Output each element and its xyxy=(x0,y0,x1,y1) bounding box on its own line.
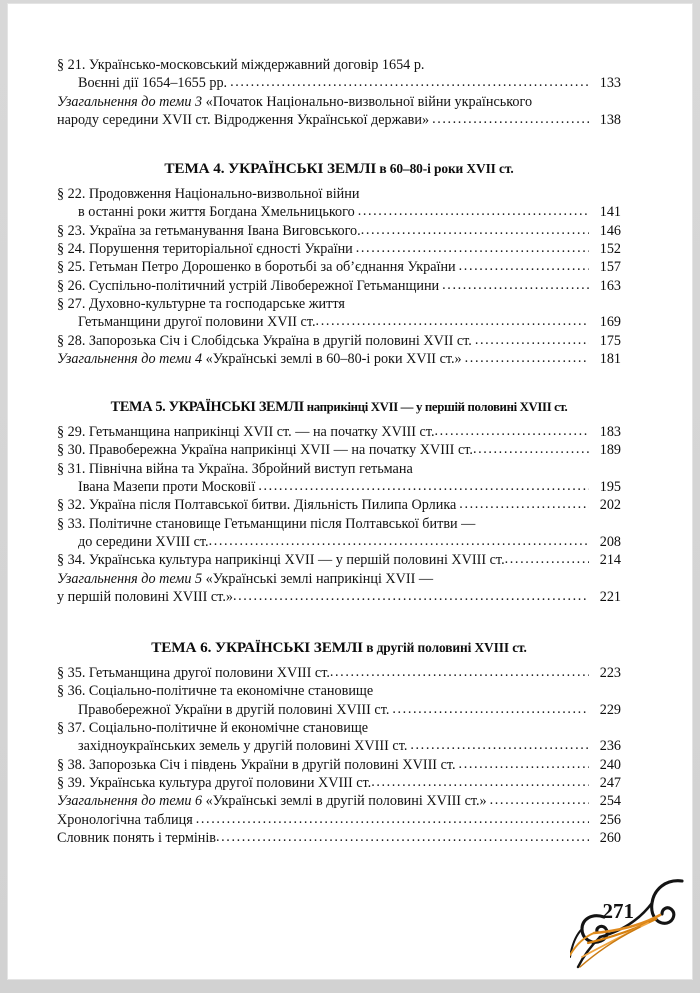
toc-entry-line xyxy=(57,332,621,350)
toc-entry-page-number: 181 xyxy=(599,350,621,367)
theme-heading-tail: в 60–80-і роки XVII ст. xyxy=(376,161,514,177)
toc-entry-label: Хронологічна таблиця xyxy=(57,811,193,828)
leader-dots xyxy=(435,422,589,440)
toc-entry-line xyxy=(57,258,621,276)
leader-dots xyxy=(361,221,589,239)
leader-dots xyxy=(473,440,589,458)
leader-dots xyxy=(209,532,589,550)
toc-entry-line xyxy=(57,295,621,313)
leader-dots xyxy=(442,276,589,294)
toc-entry-page-number: 208 xyxy=(599,533,621,550)
toc-entry-label: західноукраїнських земель у другій половині XVIII ст. xyxy=(78,738,408,755)
toc-entry-label: § 31. Північна війна та Україна. Збройний виступ гетьмана xyxy=(57,460,413,477)
theme-heading xyxy=(57,399,621,416)
toc-entry-label: до середини XVIII ст. xyxy=(78,533,209,550)
toc-entry-line xyxy=(57,93,621,111)
toc-entry-line xyxy=(57,551,621,569)
toc-entry-label: § 37. Соціально-політичне й економічне становище xyxy=(57,720,369,737)
leader-dots xyxy=(216,828,589,846)
toc-entry-italic-prefix: Узагальнення до теми 5 xyxy=(57,570,206,587)
toc-entry[interactable] xyxy=(57,682,621,719)
leader-dots xyxy=(230,73,589,91)
toc-entry-line xyxy=(57,774,621,792)
toc-entry-page-number: 202 xyxy=(599,497,621,514)
toc-entry-page-number: 236 xyxy=(599,738,621,755)
toc-entry-label: § 28. Запорозька Січ і Слобідська Україна в другій половині XVII ст. xyxy=(57,332,472,349)
toc-entry[interactable] xyxy=(57,240,621,258)
toc-entry[interactable] xyxy=(57,774,621,792)
toc-entry-line xyxy=(57,478,621,496)
toc-entry-label: § 30. Правобережна Україна наприкінці XVII — на початку XVIII ст. xyxy=(57,442,473,459)
toc-entry-line xyxy=(57,185,621,203)
leader-dots xyxy=(196,810,589,828)
table-of-contents xyxy=(57,56,621,847)
leader-dots xyxy=(258,477,589,495)
toc-entry-page-number: 146 xyxy=(599,222,621,239)
page-number: 271 xyxy=(602,899,634,923)
toc-entry-page-number: 214 xyxy=(599,552,621,569)
leader-dots xyxy=(356,239,589,257)
toc-entry-line xyxy=(57,277,621,295)
toc-entry-italic-prefix: Узагальнення до теми 6 xyxy=(57,793,206,810)
toc-entry-page-number: 189 xyxy=(599,442,621,459)
toc-entry[interactable] xyxy=(57,93,621,130)
toc-entry-line xyxy=(57,682,621,700)
toc-entry[interactable] xyxy=(57,258,621,276)
leader-dots xyxy=(465,349,589,367)
toc-entry-label: § 29. Гетьманщина наприкінці XVII ст. — на початку XVIII ст. xyxy=(57,424,435,441)
toc-entry-line xyxy=(57,74,621,92)
toc-entry-page-number: 183 xyxy=(599,424,621,441)
toc-entry-label: Івана Мазепи проти Московії xyxy=(78,479,256,496)
toc-entry-page-number: 152 xyxy=(599,241,621,258)
toc-entry-line xyxy=(57,737,621,755)
leader-dots xyxy=(459,755,589,773)
toc-entry-label: § 25. Гетьман Петро Дорошенко в боротьбі за об’єднання України xyxy=(57,259,456,276)
toc-entry[interactable] xyxy=(57,551,621,569)
toc-entry-label: § 23. Україна за гетьманування Івана Виговського. xyxy=(57,222,361,239)
toc-entry-page-number: 229 xyxy=(599,701,621,718)
toc-entry-title-text: «Початок Національно-визвольної війни українського xyxy=(205,93,533,110)
toc-entry-page-number: 256 xyxy=(599,811,621,828)
toc-entry-label: § 33. Політичне становище Гетьманщини після Полтавської битви — xyxy=(57,515,476,532)
toc-entry[interactable] xyxy=(57,222,621,240)
toc-entry-label: § 38. Запорозька Січ і південь України в другій половині XVIII ст. xyxy=(57,756,456,773)
toc-entry-label: § 24. Порушення територіальної єдності України xyxy=(57,241,353,258)
toc-entry-label: у першій половині XVIII ст.» xyxy=(57,588,233,605)
toc-entry-page-number: 195 xyxy=(599,479,621,496)
toc-entry-line xyxy=(57,460,621,478)
toc-entry[interactable] xyxy=(57,441,621,459)
toc-entry[interactable] xyxy=(57,185,621,222)
toc-entry[interactable] xyxy=(57,756,621,774)
theme-heading-main: ТЕМА 4. УКРАЇНСЬКІ ЗЕМЛІ xyxy=(164,160,377,178)
section-spacer xyxy=(57,129,621,160)
toc-entry-page-number: 175 xyxy=(599,332,621,349)
toc-entry[interactable] xyxy=(57,515,621,552)
toc-entry-line xyxy=(57,811,621,829)
leader-dots xyxy=(505,550,589,568)
toc-entry-line xyxy=(57,829,621,847)
toc-entry[interactable] xyxy=(57,664,621,682)
toc-entry-label: § 35. Гетьманщина другої половини XVIII ст. xyxy=(57,665,330,682)
toc-entry[interactable] xyxy=(57,719,621,756)
theme-heading xyxy=(57,160,621,178)
toc-entry-label xyxy=(57,570,433,588)
toc-entry-page-number: 169 xyxy=(599,314,621,331)
toc-entry[interactable] xyxy=(57,829,621,847)
toc-entry-line xyxy=(57,203,621,221)
toc-entry-italic-prefix: Узагальнення до теми 3 xyxy=(57,93,206,110)
toc-entry-label: § 36. Соціально-політичне та економічне становище xyxy=(57,683,374,700)
toc-entry[interactable] xyxy=(57,792,621,810)
toc-entry-line xyxy=(57,588,621,606)
toc-entry-line xyxy=(57,222,621,240)
toc-entry-page-number: 240 xyxy=(599,756,621,773)
toc-entry[interactable] xyxy=(57,423,621,441)
toc-entry-line xyxy=(57,664,621,682)
toc-entry-label: § 21. Українсько-московський міждержавний договір 1654 р. xyxy=(57,57,425,73)
toc-entry-line xyxy=(57,441,621,459)
toc-entry-page-number: 163 xyxy=(599,277,621,294)
theme-heading xyxy=(57,639,621,657)
toc-entry-page-number: 141 xyxy=(599,204,621,221)
toc-entry-line xyxy=(57,701,621,719)
leader-dots xyxy=(490,791,589,809)
toc-entry-line xyxy=(57,756,621,774)
toc-entry[interactable] xyxy=(57,496,621,514)
toc-entry-line xyxy=(57,533,621,551)
toc-entry[interactable] xyxy=(57,332,621,350)
toc-entry-line xyxy=(57,496,621,514)
toc-entry-page-number: 221 xyxy=(599,588,621,605)
toc-entry-page-number: 247 xyxy=(599,774,621,791)
toc-entry-line xyxy=(57,240,621,258)
toc-entry-italic-prefix: Узагальнення до теми 4 xyxy=(57,350,206,367)
toc-entry-page-number: 138 xyxy=(599,111,621,128)
toc-entry-line xyxy=(57,719,621,737)
toc-entry-line xyxy=(57,56,621,74)
toc-entry[interactable] xyxy=(57,277,621,295)
theme-heading-main: ТЕМА 6. УКРАЇНСЬКІ ЗЕМЛІ xyxy=(151,639,363,657)
toc-entry-label: § 39. Українська культура другої половини XVIII ст. xyxy=(57,774,372,791)
theme-heading-tail: в другій половині XVIII ст. xyxy=(363,640,527,656)
toc-entry-label: в останні роки життя Богдана Хмельницького xyxy=(78,204,355,221)
toc-entry-title-text: «Українські землі наприкінці XVII — xyxy=(205,570,434,587)
toc-entry[interactable] xyxy=(57,570,621,607)
toc-entry-line xyxy=(57,350,621,368)
section-spacer xyxy=(57,368,621,399)
toc-entry-label: § 27. Духовно-культурне та господарське життя xyxy=(57,295,345,312)
toc-entry-label xyxy=(57,792,487,810)
toc-entry-label: § 32. Україна після Полтавської битви. Діяльність Пилипа Орлика xyxy=(57,497,457,514)
leader-dots xyxy=(410,736,589,754)
section-spacer xyxy=(57,606,621,639)
toc-entry-label xyxy=(57,93,532,111)
toc-entry-page-number: 254 xyxy=(599,793,621,810)
leader-dots xyxy=(233,587,589,605)
toc-entry-line xyxy=(57,515,621,533)
leader-dots xyxy=(316,312,589,330)
toc-entry-page-number: 223 xyxy=(599,665,621,682)
leader-dots xyxy=(371,773,589,791)
toc-entry-label: § 26. Суспільно-політичний устрій Лівобережної Гетьманщини xyxy=(57,277,440,294)
toc-entry-line xyxy=(57,313,621,331)
toc-entry-label: § 22. Продовження Національно-визвольної війни xyxy=(57,186,360,203)
toc-entry-label: Словник понять і термінів xyxy=(57,829,216,846)
toc-entry-label: § 34. Українська культура наприкінці XVII — у першій половині XVIII ст. xyxy=(57,552,505,569)
toc-entry[interactable] xyxy=(57,811,621,829)
leader-dots xyxy=(330,663,589,681)
toc-entry-line xyxy=(57,423,621,441)
page-sheet xyxy=(8,4,692,979)
leader-dots xyxy=(432,110,589,128)
toc-entry-page-number: 157 xyxy=(599,259,621,276)
leader-dots xyxy=(392,700,589,718)
toc-entry-label: народу середини XVII ст. Відродження Української держави» xyxy=(57,111,430,128)
toc-entry[interactable] xyxy=(57,350,621,368)
toc-entry-label: Воєнні дії 1654–1655 рр. xyxy=(78,75,228,92)
toc-entry[interactable] xyxy=(57,295,621,332)
toc-entry-title-text: «Українські землі в 60–80-і роки XVII ст.» xyxy=(205,350,462,367)
theme-heading-main: ТЕМА 5. УКРАЇНСЬКІ ЗЕМЛІ xyxy=(110,399,304,416)
toc-entry-line xyxy=(57,111,621,129)
leader-dots xyxy=(459,495,589,513)
toc-entry-label xyxy=(57,350,462,368)
toc-entry-label: Гетьманщини другої половини XVII ст. xyxy=(78,314,316,331)
leader-dots xyxy=(475,331,589,349)
toc-entry-line xyxy=(57,570,621,588)
theme-heading-tail: наприкінці XVII — у першій половині XVIII ст. xyxy=(303,400,568,415)
leader-dots xyxy=(459,257,589,275)
toc-entry-page-number: 133 xyxy=(599,75,621,92)
toc-entry[interactable] xyxy=(57,460,621,497)
toc-entry-title-text: «Українські землі в другій половині XVIII ст.» xyxy=(205,793,487,810)
toc-entry-line xyxy=(57,792,621,810)
toc-entry-label: Правобережної України в другій половині XVIII ст. xyxy=(78,701,390,718)
toc-entry-page-number: 260 xyxy=(599,829,621,846)
toc-entry[interactable] xyxy=(57,56,621,93)
leader-dots xyxy=(358,202,589,220)
